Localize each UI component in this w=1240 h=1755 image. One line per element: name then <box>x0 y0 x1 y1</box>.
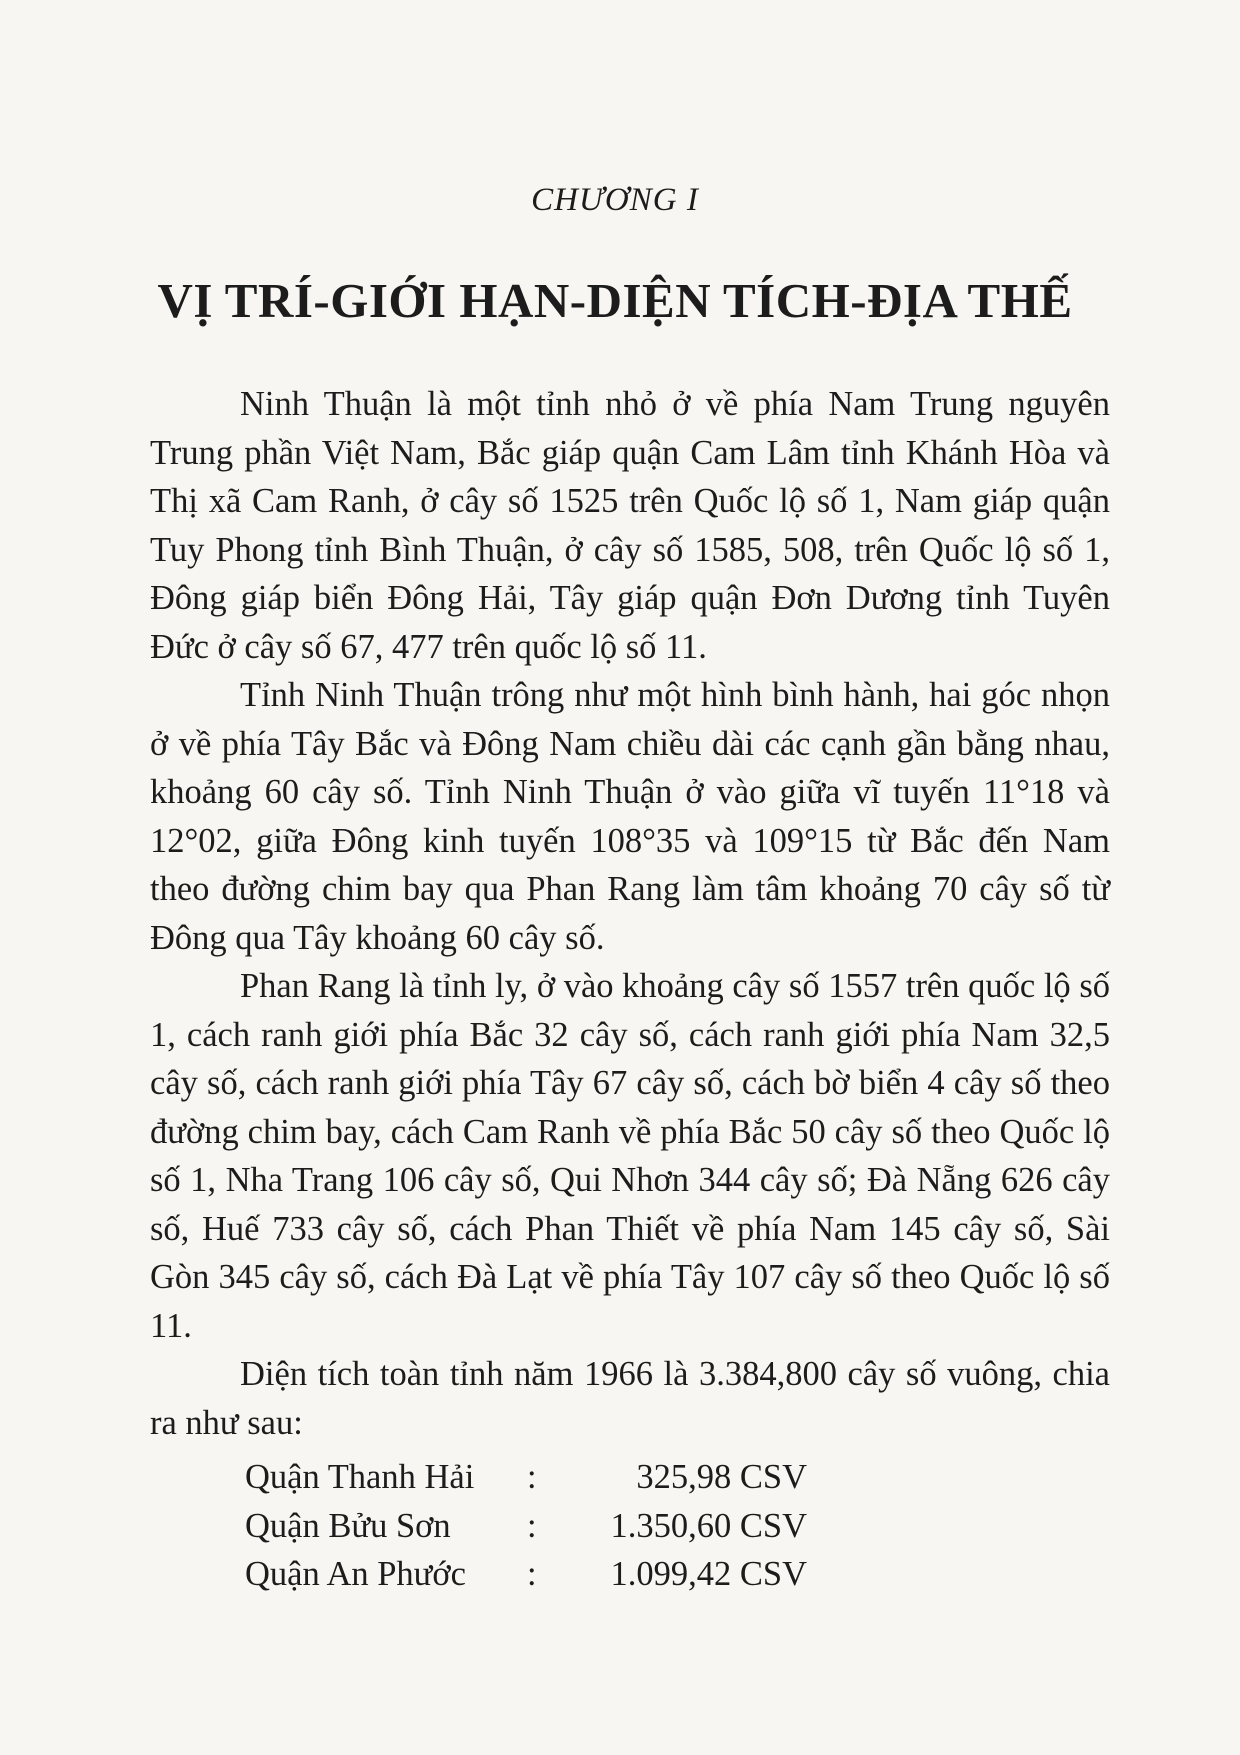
area-separator: : <box>527 1555 537 1593</box>
area-value: 1.350,60 CSV <box>610 1506 807 1545</box>
body-text <box>150 380 1110 1447</box>
area-value: 325,98 CSV <box>636 1458 807 1496</box>
area-row <box>245 1453 807 1502</box>
chapter-label: CHƯƠNG I <box>531 182 699 218</box>
area-separator: : <box>527 1458 537 1496</box>
paragraph-location: Ninh Thuận là một tỉnh nhỏ ở về phía Nam Trung nguyên Trung phần Việt Nam, Bắc giáp quận Cam Lâm tỉnh Khánh Hòa và Thị xã Cam Ranh, ở cây số 1525 trên Quốc lộ số 1, Nam giáp quận Tuy Phong tỉnh Bình Thuận, ở cây số 1585, 508, trên Quốc lộ số 1, Đông giáp biển Đông Hải, Tây giáp quận Đơn Dương tỉnh Tuyên Đức ở cây số 67, 477 trên quốc lộ số 11. <box>150 385 1110 666</box>
area-name: Quận Bửu Sơn <box>245 1506 451 1545</box>
area-row <box>245 1502 807 1551</box>
area-list <box>245 1453 807 1599</box>
area-name: Quận Thanh Hải <box>245 1458 475 1496</box>
area-separator: : <box>527 1506 537 1545</box>
area-value: 1.099,42 CSV <box>610 1555 807 1593</box>
chapter-title: VỊ TRÍ-GIỚI HẠN-DIỆN TÍCH-ĐỊA THẾ <box>157 273 1073 328</box>
book-page <box>150 0 1110 1755</box>
paragraph-capital: Phan Rang là tỉnh ly, ở vào khoảng cây số 1557 trên quốc lộ số 1, cách ranh giới phía Bắc 32 cây số, cách ranh giới phía Nam 32,5 cây số, cách ranh giới phía Tây 67 cây số, cách bờ biển 4 cây số theo đường chim bay, cách Cam Ranh về phía Bắc 50 cây số theo Quốc lộ số 1, Nha Trang 106 cây số, Qui Nhơn 344 cây số; Đà Nẵng 626 cây số, Huế 733 cây số, cách Phan Thiết về phía Nam 145 cây số, Sài Gòn 345 cây số, cách Đà Lạt về phía Tây 107 cây số theo Quốc lộ số 11. <box>150 967 1110 1345</box>
area-row <box>245 1550 807 1599</box>
paragraph-area: Diện tích toàn tỉnh năm 1966 là 3.384,800 cây số vuông, chia ra như sau: <box>150 1355 1110 1442</box>
area-name: Quận An Phước <box>245 1555 466 1593</box>
paragraph-shape: Tỉnh Ninh Thuận trông như một hình bình hành, hai góc nhọn ở về phía Tây Bắc và Đông Nam chiều dài các cạnh gần bằng nhau, khoảng 60 cây số. Tỉnh Ninh Thuận ở vào giữa vĩ tuyến 11°18 và 12°02, giữa Đông kinh tuyến 108°35 và 109°15 từ Bắc đến Nam theo đường chim bay qua Phan Rang làm tâm khoảng 70 cây số từ Đông qua Tây khoảng 60 cây số. <box>150 676 1110 957</box>
